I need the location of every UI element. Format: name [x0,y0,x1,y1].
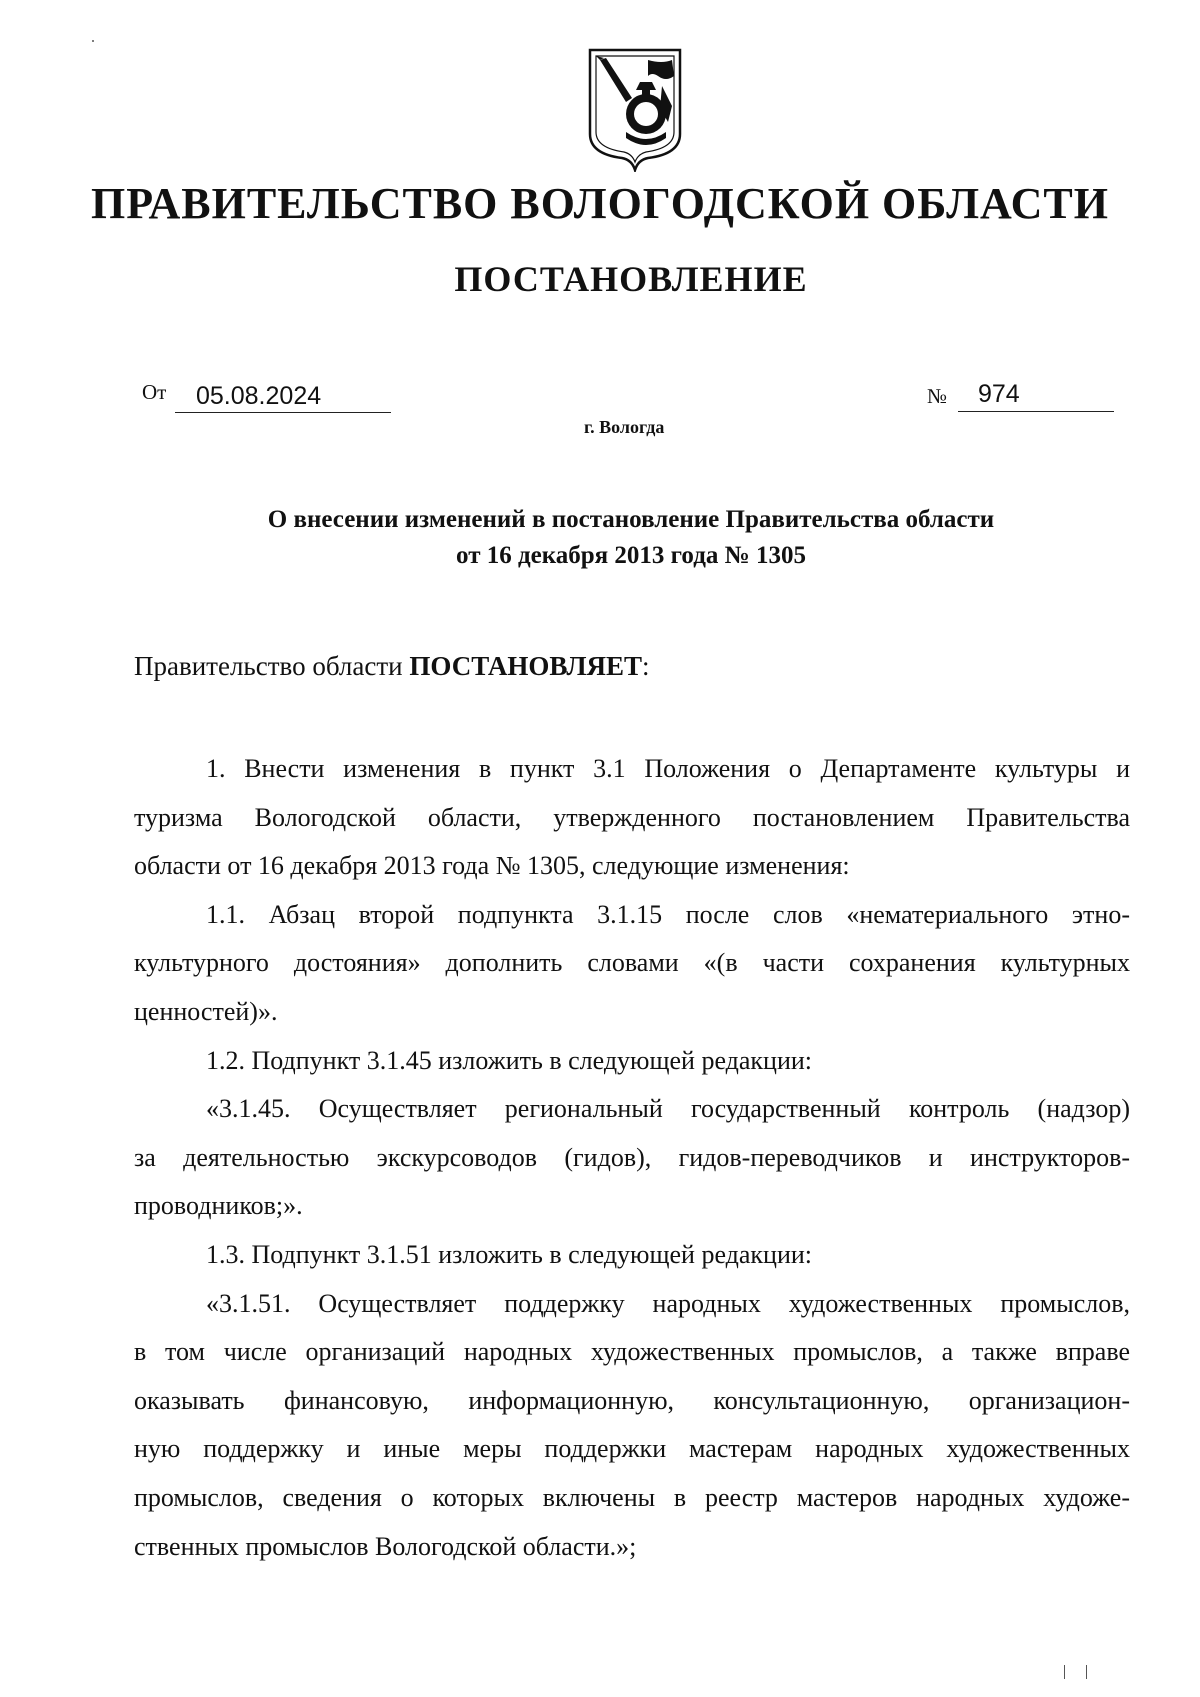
body-line: ную поддержку и иные меры поддержки мастерам народных художественных [134,1434,1130,1464]
subject-line: от 16 декабря 2013 года № 1305 [456,542,806,569]
document-type-heading: ПОСТАНОВЛЕНИЕ [454,259,808,299]
body-line: 1. Внести изменения в пункт 3.1 Положения о Департаменте культуры и [206,754,1130,783]
body-line: «3.1.45. Осуществляет региональный государственный контроль (надзор) [206,1094,1130,1124]
document-body [134,745,1130,1571]
body-line: в том числе организаций народных художественных промыслов, а также вправе [134,1337,1130,1367]
number-sign: № [927,384,948,408]
document-subject [0,502,1200,574]
body-line: 1.1. Абзац второй подпункта 3.1.15 после слов «нематериального этно- [206,899,1130,929]
body-line: ценностей)». [134,996,278,1026]
scan-speck [1086,1665,1087,1679]
date-underline [175,412,391,413]
scan-speck [92,40,94,42]
body-line: проводников;». [134,1191,303,1221]
coat-of-arms-icon [586,46,684,172]
body-line: ственных промыслов Вологодской области.»; [134,1531,637,1561]
body-line: промыслов, сведения о которых включены в реестр мастеров народных художе- [134,1482,1130,1512]
body-line: оказывать финансовую, информационную, консультационную, организацион- [134,1385,1130,1415]
date-prefix: От [142,380,167,404]
decree-verb: ПОСТАНОВЛЯЕТ [409,651,642,681]
subject-line: О внесении изменений в постановление Правительства области [267,506,995,533]
body-line: за деятельностью экскурсоводов (гидов), гидов-переводчиков и инструкторов- [134,1142,1130,1172]
document-date: 05.08.2024 [196,382,322,410]
body-line: туризма Вологодской области, утвержденного постановлением Правительства [134,802,1130,832]
body-line: области от 16 декабря 2013 года № 1305, следующие изменения: [134,851,850,881]
decree-statement [134,651,650,682]
decree-lead: Правительство области [134,651,403,681]
body-line: 1.3. Подпункт 3.1.51 изложить в следующей редакции: [206,1239,813,1269]
body-line: 1.2. Подпункт 3.1.45 изложить в следующей редакции: [206,1045,813,1075]
body-line: культурного достояния» дополнить словами «(в части сохранения культурных [134,948,1130,978]
number-underline [958,411,1114,412]
city-label: г. Вологда [584,417,665,437]
organization-title: ПРАВИТЕЛЬСТВО ВОЛОГОДСКОЙ ОБЛАСТИ [91,179,1109,228]
scan-speck [1064,1665,1065,1679]
document-number: 974 [978,380,1020,408]
decree-colon: : [641,651,650,681]
body-line: «3.1.51. Осуществляет поддержку народных художественных промыслов, [206,1288,1130,1318]
